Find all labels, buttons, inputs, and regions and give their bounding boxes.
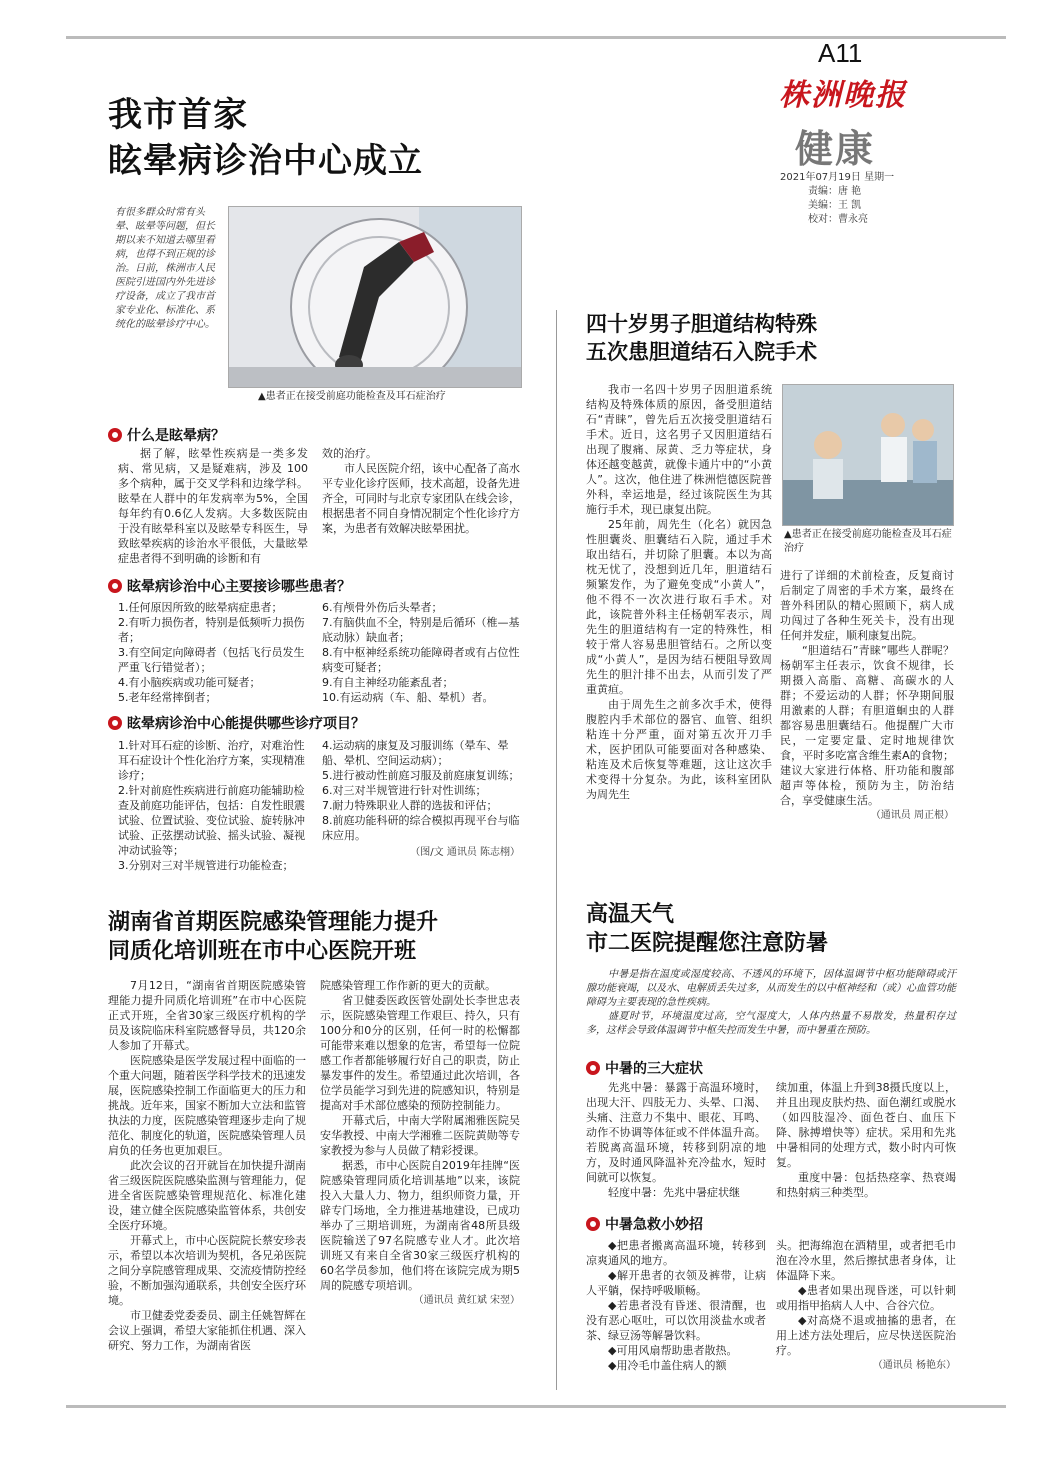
lead-q3-heading-text: 眩晕病诊治中心能提供哪些诊疗项目？ <box>127 716 365 732</box>
paragraph: 开幕式后，中南大学附属湘雅医院吴安华教授、中南大学湘雅二医院黄勋等专家教授为参与人员做了精彩授课。 <box>320 1114 520 1157</box>
gall-col2 <box>780 568 954 823</box>
heat-q2-heading <box>586 1214 703 1234</box>
training-headline-line2: 同质化培训班在市中心医院开班 <box>108 939 417 964</box>
list-item: 头。把海绵泡在酒精里，或者把毛巾泡在冷水里，然后擦拭患者身体，让体温降下来。 <box>776 1239 956 1282</box>
lead-q3-col2 <box>322 738 520 858</box>
paragraph: 开幕式上，市中心医院院长蔡安珍表示，希望以本次培训为契机，各兄弟医院之间分享院感管理成果、交流疫情防控经验，不断加强沟通联系，共创安全医疗环境。 <box>108 1234 306 1307</box>
proof-credit: 校对：曹永亮 <box>808 214 868 225</box>
list-item: 7.有脑供血不全，特别是后循环（椎—基底动脉）缺血者； <box>322 616 520 644</box>
list-item: 8.前庭功能科研的综合模拟再现平台与临床应用。 <box>322 814 520 842</box>
lead-headline-line1: 我市首家 <box>108 95 248 135</box>
byline: （通讯员 黄红斌 宋翌） <box>413 1295 520 1306</box>
ward-scene-illustration <box>783 385 953 525</box>
lead-q1-col2 <box>322 446 520 536</box>
list-item: ◆可用风扇帮助患者散热。 <box>608 1344 738 1357</box>
heat-headline <box>586 900 828 958</box>
paragraph: 7月12日，“湖南省首期医院感染管理能力提升同质化培训班”在市中心医院正式开班，全省30家三级医疗机构的学员及该院临床科室院感督导员，共120余人参加了开幕式。 <box>108 979 306 1052</box>
list-item: 8.有中枢神经系统功能障碍者或有占位性病变可疑者； <box>322 646 520 674</box>
lead-q2-col2 <box>322 600 520 705</box>
byline: （通讯员 周正根） <box>870 810 954 821</box>
lead-q2-heading <box>108 576 351 596</box>
lead-photo <box>228 206 522 388</box>
gall-photo <box>782 384 954 526</box>
list-item: 3.有空间定向障碍者（包括飞行员发生严重飞行错觉者）； <box>118 646 305 674</box>
paragraph: 25年前，周先生（化名）就因急性胆囊炎、胆囊结石入院，通过手术取出结石，并切除了胆囊。本以为高枕无忧了，没想到近几年，胆道结石频繁发作，为了避免变成“小黄人”，他不得不一次次进行取石手术。对此，该院普外科主任杨朝军表示，周先生的胆道结构有一定的特殊性，相较于常人容易患胆管结石。之所以变成“小黄人”，是因为结石梗阻导致周先生的胆汁排不出去，从而引发了严重黄疸。 <box>586 518 772 696</box>
paragraph: 重度中暑：包括热痉挛、热衰竭和热射病三种类型。 <box>776 1171 956 1199</box>
paragraph: 进行了详细的术前检查，反复商讨后制定了周密的手术方案，最终在普外科团队的精心照顾下，病人成功闯过了各种生死关卡，没有出现任何并发症，顺利康复出院。 <box>780 569 954 642</box>
training-col2 <box>320 978 520 1308</box>
list-item: 5.老年经常摔倒者； <box>118 691 217 704</box>
list-item: 2.有听力损伤者，特别是低频听力损伤者； <box>118 616 305 644</box>
paragraph: 效的治疗。 <box>322 447 377 460</box>
list-item: ◆用冷毛巾盖住病人的额 <box>608 1359 727 1372</box>
list-item: 2.针对前庭性疾病进行前庭功能辅助检查及前庭功能评估，包括：自发性眼震试验、位置试验、变位试验、旋转脉冲试验、正弦摆动试验、摇头试验、凝视冲动试验等； <box>118 784 305 857</box>
list-item: ◆解开患者的衣领及裤带，让病人平躺，保持呼吸顺畅。 <box>586 1269 766 1297</box>
list-item: 1.针对耳石症的诊断、治疗，对难治性耳石症设计个性化治疗方案，实现精准诊疗； <box>118 739 305 782</box>
byline: （图/文 通讯员 陈志栩） <box>410 847 520 858</box>
lead-q2-heading-text: 眩晕病诊治中心主要接诊哪些患者？ <box>127 579 351 595</box>
page-number: A11 <box>818 38 863 68</box>
list-item: ◆若患者没有昏迷、很清醒，也没有恶心呕吐，可以饮用淡盐水或者茶、绿豆汤等解暑饮料。 <box>586 1299 766 1342</box>
lead-q1-heading-text: 什么是眩晕病？ <box>127 428 225 444</box>
byline: （通讯员 杨艳东） <box>872 1360 956 1371</box>
column-divider <box>556 310 557 1390</box>
gall-headline <box>586 310 817 366</box>
gall-headline-line1: 四十岁男子胆道结构特殊 <box>586 312 817 336</box>
masthead-logo-text: 株洲晚报 <box>779 78 907 113</box>
lead-headline-line2: 眩晕病诊治中心成立 <box>108 141 423 181</box>
heat-q2-col1 <box>586 1238 766 1373</box>
paragraph: 据悉，市中心医院自2019年挂牌“医院感染管理同质化培训基地”以来，该院投入大量人力、物力，组织师资力量，开辟专门场地，全力推进基地建设，已成功举办了三期培训班，为湖南省48所县级医院输送了97名院感专业人才。此次培训班又有来自全省30家三级医疗机构的60名学员参加，他们将在该院完成为期5周的院感专项培训。 <box>320 1159 520 1292</box>
heat-q2-col2 <box>776 1238 956 1373</box>
paragraph: 我市一名四十岁男子因胆道系统结构及特殊体质的原因，备受胆道结石“青睐”，曾先后五次接受胆道结石手术。近日，这名男子又因胆道结石出现了腹痛、尿黄、乏力等症状，身体还越变越黄，就像卡通片中的“小黄人”。这次，他住进了株洲恺德医院普外科，幸运地是，经过该院医生为其施行手术，现已康复出院。 <box>586 383 772 516</box>
gall-col1 <box>586 382 772 802</box>
paragraph: 院感染管理工作作新的更大的贡献。 <box>320 979 496 992</box>
paragraph: 续加重，体温上升到38摄氏度以上，并且出现皮肤灼热、面色潮红或脱水（如四肢湿冷、面色苍白、血压下降、脉搏增快等）症状。采用和先兆中暑相同的处理方式，数小时内可恢复。 <box>776 1081 956 1169</box>
bullet-icon <box>108 428 122 442</box>
gall-photo-caption: ▲患者正在接受前庭功能检查及耳石症治疗 <box>784 529 952 554</box>
list-item: 9.有自主神经功能紊乱者； <box>322 676 454 689</box>
paragraph: “胆道结石”青睐”哪些人群呢？杨朝军主任表示，饮食不规律，长期摄入高脂、高糖、高碳水的人群；不爱运动的人群；怀孕期间服用激素的人群；有胆道蛔虫的人群都容易患胆囊结石。他提醒广大市民，一定要定量、定时地规律饮食，平时多吃富含维生素A的食物；建议大家进行体格、肝功能和腹部超声等体检，预防为主，防治结合，享受健康生活。 <box>780 644 954 807</box>
paragraph: 由于周先生之前多次手术，使得腹腔内手术部位的器官、血管、组织粘连十分严重，面对第五次开刀手术，医护团队可能要面对各种感染、粘连及术后恢复等难题，这让这次手术变得十分复杂。为此，该科室团队为周先生 <box>586 698 772 801</box>
list-item: 7.耐力特殊职业人群的选拔和评估； <box>322 799 498 812</box>
lead-q2-col1 <box>118 600 308 705</box>
list-item: 1.任何原因所致的眩晕病症患者； <box>118 601 283 614</box>
list-item: ◆对高烧不退或抽搐的患者，在用上述方法处理后，应尽快送医院治疗。 <box>776 1314 956 1357</box>
list-item: 10.有运动病（车、船、晕机）者。 <box>322 691 494 704</box>
editor-credit: 责编：唐 艳 <box>808 186 862 197</box>
training-col1 <box>108 978 306 1353</box>
bullet-icon <box>586 1061 600 1075</box>
paragraph: 省卫健委医政医管处副处长李世忠表示，医院感染管理工作艰巨、持久，只有100分和0分的区别，任何一时的松懈都可能带来难以想象的危害，希望每一位院感工作者都能够履行好自己的职责，防止暴发事件的发生。希望通过此次培训，各位学员能学习到先进的院感知识，特别是提高对手术部位感染的预防控制能力。 <box>320 994 520 1112</box>
paragraph: 市卫健委党委委员、副主任姚智辉在会议上强调，希望大家能抓住机遇、深入研究、努力工作，为湖南省医 <box>108 1309 306 1352</box>
lead-headline <box>108 92 423 184</box>
masthead-logo <box>773 74 913 118</box>
designer-credit: 美编：王 凯 <box>808 200 862 211</box>
bottom-rule <box>66 1405 1006 1408</box>
lead-photo-caption: ▲患者正在接受前庭功能检查及耳石症治疗 <box>258 391 446 402</box>
heat-q1-heading-text: 中暑的三大症状 <box>605 1061 703 1077</box>
dateline <box>780 171 894 227</box>
list-item: 4.运动病的康复及习服训练（晕车、晕船、晕机、空间运动病）； <box>322 739 509 767</box>
lead-q1-col1 <box>118 446 308 566</box>
heat-intro <box>586 968 956 1038</box>
lead-q3-heading <box>108 713 365 733</box>
paragraph: 据了解，眩晕性疾病是一类多发病、常见病，又是疑难病，涉及 100 多个病种，属于交叉学科和边缘学科。眩晕在人群中的年发病率为5%，全国每年约有0.6亿人发病。大多数医院由于没有眩晕科室以及眩晕专科医生，导致眩晕疾病的诊治水平很低，大量眩晕症患者得不到明确的诊断和有 <box>118 447 308 565</box>
rotating-chair-illustration <box>229 207 521 387</box>
paragraph: 中暑是指在温度或湿度较高、不透风的环境下，因体温调节中枢功能障碍或汗腺功能衰竭，以及水、电解质丢失过多，从而发生的以中枢神经和（或）心血管功能障碍为主要表现的急性疾病。 <box>586 969 956 1008</box>
list-item: 4.有小脑疾病或功能可疑者； <box>118 676 261 689</box>
lead-q3-col1 <box>118 738 308 873</box>
list-item: ◆患者如果出现昏迷，可以针刺或用指甲掐病人人中、合谷穴位。 <box>776 1284 956 1312</box>
section-title: 健康 <box>795 126 876 171</box>
list-item: 3.分别对三对半规管进行功能检查； <box>118 859 294 872</box>
heat-q2-heading-text: 中暑急救小妙招 <box>605 1217 703 1233</box>
paragraph: 先兆中暑：暴露于高温环境时，出现大汗、四肢无力、头晕、口渴、头痛、注意力不集中、眼花、耳鸣、动作不协调等体征或不伴体温升高。若脱离高温环境，转移到阴凉的地方，及时通风降温补充冷盐水，短时间就可以恢复。 <box>586 1081 766 1184</box>
list-item: ◆把患者搬离高温环境，转移到凉爽通风的地方。 <box>586 1239 766 1267</box>
bullet-icon <box>108 716 122 730</box>
list-item: 5.进行被动性前庭习服及前庭康复训练； <box>322 769 520 782</box>
paragraph: 盛夏时节，环境温度过高，空气湿度大，人体内热量不易散发，热量积存过多，这样会导致体温调节中枢失控而发生中暑，而中暑重在预防。 <box>586 1011 956 1036</box>
bullet-icon <box>108 579 122 593</box>
heat-q1-col1 <box>586 1080 766 1200</box>
training-headline-line1: 湖南省首期医院感染管理能力提升 <box>108 910 439 935</box>
issue-date: 2021年07月19日 星期一 <box>780 172 895 183</box>
gall-headline-line2: 五次患胆道结石入院手术 <box>586 340 817 364</box>
heat-q1-heading <box>586 1058 703 1078</box>
lead-q1-heading <box>108 425 225 445</box>
lead-intro: 有很多群众时常有头晕、眩晕等问题，但长期以来不知道去哪里看病，也得不到正规的诊治。日前，株洲市人民医院引进国内外先进诊疗设备，成立了我市首家专业化、标准化、系统化的眩晕诊疗中心。 <box>115 207 215 330</box>
heat-headline-line1: 高温天气 <box>586 902 675 927</box>
list-item: 6.对三对半规管进行针对性训练； <box>322 784 487 797</box>
heat-headline-line2: 市二医院提醒您注意防暑 <box>586 931 829 956</box>
heat-q1-col2 <box>776 1080 956 1200</box>
top-rule <box>66 36 1006 39</box>
paragraph: 轻度中暑：先兆中暑症状继 <box>608 1186 740 1199</box>
bullet-icon <box>586 1217 600 1231</box>
paragraph: 此次会议的召开就旨在加快提升湖南省三级医院医院感染监测与管理能力，促进全省医院感染管理规范化、标准化建设，建立健全医院感染监管体系，共创安全医疗环境。 <box>108 1159 306 1232</box>
paragraph: 市人民医院介绍，该中心配备了高水平专业化诊疗医师，技术高超，设备先进齐全，可同时与北京专家团队在线会诊，根据患者不同自身情况制定个性化诊疗方案，为患者有效解决眩晕困扰。 <box>322 462 520 535</box>
list-item: 6.有颅骨外伤后头晕者； <box>322 601 443 614</box>
training-headline <box>108 908 438 966</box>
paragraph: 医院感染是医学发展过程中面临的一个重大问题，随着医学科学技术的迅速发展，医院感染控制工作面临更大的压力和挑战。近年来，国家不断加大立法和监管执法的力度，医院感染管理逐步走向了规范化、制度化的轨道，医院感染管理人员肩负的任务也更加艰巨。 <box>108 1054 306 1157</box>
